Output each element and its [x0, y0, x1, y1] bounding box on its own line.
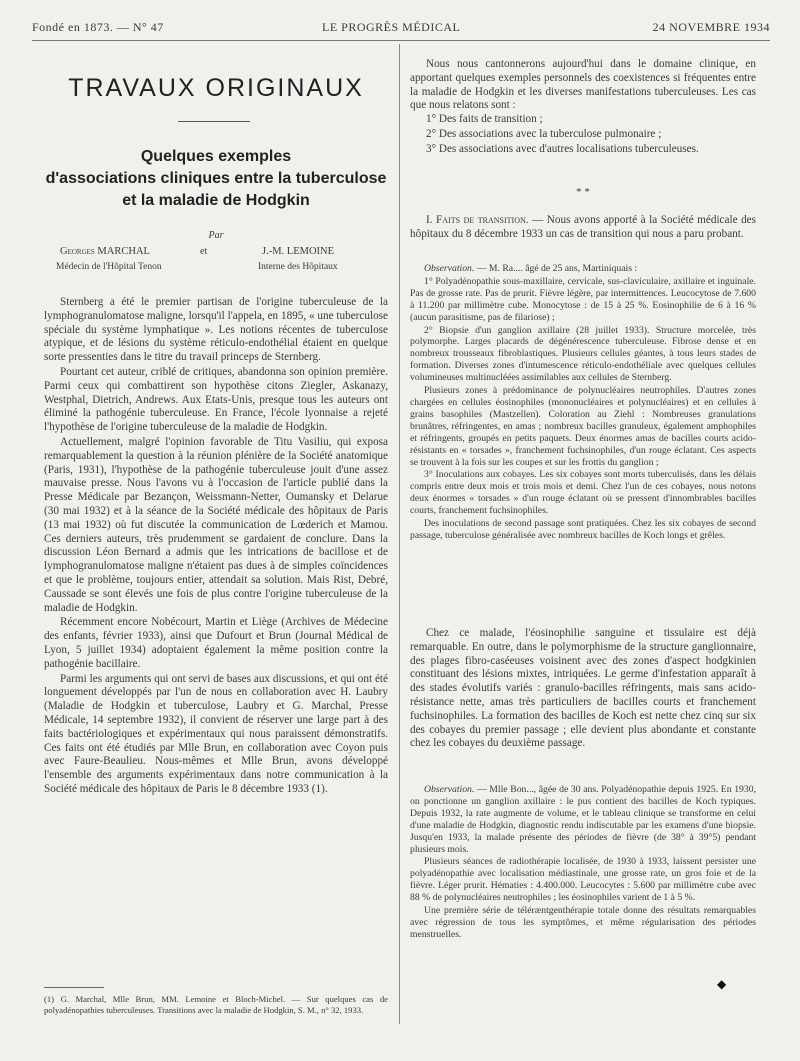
author-2-affiliation: Interne des Hôpitaux: [258, 262, 338, 272]
observation-paragraph: Des inoculations de second passage sont pratiquées. Chez les six cobayes de second passage, tuberculose généralisée avec nombreux bacilles de Koch longs et grêles.: [410, 518, 756, 541]
list-item: 1° Des faits de transition ;: [426, 113, 543, 126]
observation-2: [410, 784, 756, 941]
observation-paragraph: 2° Biopsie d'un ganglion axillaire (28 juillet 1933). Structure morcelée, très polymorphe. Larges placards de dégénérescence tuberculeuse. Fibrose dense et en nombreux trousseaux fibroblastiques. Plusieurs cellules géantes, à tous leurs stades de formation. Diverses zones d'intumescence réticulo-endothéliale avec quelques cellules volumineuses multinucléées assimilables aux cellules de Sternberg.: [410, 324, 756, 384]
byline-et: et: [200, 246, 208, 257]
end-mark-icon: ◆: [717, 977, 727, 991]
article-title-line1: Quelques exemples: [140, 148, 292, 165]
paragraph: Parmi les arguments qui ont servi de bases aux discussions, et qui ont été longuement développés par l'un de nous en collaboration avec H. Laubry (Maladie de Hodgkin et tuberculose, Laubry et G. Marchal, Presse Médicale, 14 septembre 1932), il convient de réserver une large part à des faits bactériologiques et expérimentaux qui nous paraissent démonstratifs. Ces faits ont été étudiés par Mlle Brun, en collaboration avec Coyon puis avec Faure-Beaulieu. Nous-mêmes et Mlle Brun, avons développé l'ensemble des arguments expérimentaux dans notre communication à la Société médicale des hôpitaux de Paris le 8 décembre 1933 (1).: [44, 672, 388, 795]
list-item: 2° Des associations avec la tuberculose pulmonaire ;: [426, 127, 662, 140]
header-date: 24 NOVEMBRE 1934: [652, 20, 770, 34]
section-1-heading: I. Faits de transition.: [426, 214, 529, 226]
header-rule: [32, 40, 770, 41]
list-item: 3° Des associations avec d'autres localisations tuberculeuses.: [426, 142, 699, 155]
running-header: [32, 20, 770, 38]
header-founded: Fondé en 1873. — N° 47: [32, 20, 164, 34]
observation-paragraph: Plusieurs zones à prédominance de polynucléaires neutrophiles. D'autres zones chargées en cellules éosinophiles (mononucléaires et polynucléaires) et en cellules à grains basophiles (Mastzellen). Coloration au Ziehl : Nombreuses granulations brunâtres, réfringentes, en amas ; nombreux bacilles granuleux, également amphophiles et réfringents, groupés en petits paquets. Deux énormes amas de bacilles courts acido-résistants en « torsades », franchement fuchsinophiles, d'un rouge éclatant. Ces aspects se trouvent à la fois sur les coupes et sur les frottis du ganglion ;: [410, 385, 756, 468]
observation-paragraph: 3° Inoculations aux cobayes. Les six cobayes sont morts tuberculisés, dans les délais compris entre deux mois et trois mois et demi. Chez l'un de ces cobayes, nous notons deux énormes « torsades » d'un rouge éclatant où se pressent d'innombrables bacilles courts, franchement fuchsinophiles.: [410, 469, 756, 517]
discussion: [410, 627, 756, 751]
intro-paragraph: Nous nous cantonnerons aujourd'hui dans le domaine clinique, en apportant quelques exemples personnels des coexistences si fréquentes entre la maladie de Hodgkin et les diverses manifestations tuberculeuses. Les cas que nous relatons sont :: [410, 58, 756, 112]
section-1-text: — Nous avons apporté à la Société médicale des hôpitaux du 8 décembre 1933 un cas de transition qui nous a paru probant.: [410, 214, 756, 240]
author-1-affiliation: Médecin de l'Hôpital Tenon: [56, 262, 162, 272]
right-column-intro: [410, 58, 756, 157]
byline-par: Par: [208, 230, 224, 241]
article-title-line2: d'associations cliniques entre la tuberculose: [45, 170, 387, 187]
title-divider: [178, 121, 250, 122]
article-title: [44, 146, 388, 212]
author-2: J.-M. LEMOINE: [262, 246, 335, 257]
observation-paragraph: 1° Polyadénopathie sous-maxillaire, cervicale, sus-claviculaire, axillaire et inguinale. Pas de grosse rate. Pas de prurit. Fièvre légère, par intermittences. Leucocytose de 7.600 à 11.200 par millimètre cube. Monocytose : de 15 à 25 %. Eosinophilie de 6 à 16 % (aucun parasitisme, pas de filariose) ;: [410, 275, 756, 323]
article-title-line3: et la maladie de Hodgkin: [122, 192, 310, 209]
paragraph: Pourtant cet auteur, criblé de critiques, abandonna son opinion première. Parmi ceux qui combattirent son hypothèse citons Ziegler, Askanazy, Westphal, Dietrich, Andrews. Aux Etats-Unis, presque tous les auteurs ont éliminé la pathogénie tuberculeuse. En France, l'école lyonnaise a rejeté l'hypothèse de l'origine tuberculeuse de la maladie de Hodgkin.: [44, 365, 388, 434]
left-column-body: [44, 296, 388, 797]
discussion-paragraph: Chez ce malade, l'éosinophilie sanguine et tissulaire est déjà remarquable. En outre, dans le polymorphisme de la structure ganglionnaire, des plages fibro-caséeuses voisinent avec des zones d'aspect hodgkinien constituant des lésions mixtes, intriquées. Le germe d'infestation apparaît à des stades évolutifs variés : granulo-bacilles réfringents, mais sans acido-résistance nette, amas très particuliers de bacilles courts et franchement fuchsinophiles. La formation des bacilles de Koch est nette chez cinq sur six des cobayes du premier passage ; elle devient plus abondante et constante chez les cobayes du deuxième passage.: [410, 627, 756, 750]
observation-paragraph: Plusieurs séances de radiothérapie localisée, de 1930 à 1933, laissent persister une polyadénopathie avec localisation médiastinale, une grosse rate, un gros foie et de la fièvre. Léger prurit. Hématies : 4.400.000. Leucocytes : 5.600 par millimètre cube avec 88 % de polynucléaires neutrophiles ; les éosinophiles varient de 1 à 5 %.: [410, 856, 756, 904]
footnote-rule: [44, 987, 104, 988]
observation-paragraph: Une première série de téléræntgenthérapie totale donne des résultats remarquables avec régression de tous les symptômes, et même régularisation des périodes menstruelles.: [410, 905, 756, 940]
observation-intro: — Mlle Bon..., âgée de 30 ans. Polyadénopathie depuis 1925. En 1930, on ponctionne un ganglion axillaire : le pus contient des bacilles de Koch typiques. Depuis 1932, la rate augmente de volume, et le tableau clinique se transforme en celui d'une maladie de Hodgkin, diagnostic rendu indiscutable par les examens d'une biopsie. Jusqu'en 1933, la malade présente des périodes de fièvre (de 38° à 39°5) pendant plusieurs mois.: [410, 784, 756, 855]
section-1: [410, 214, 756, 242]
paragraph: Actuellement, malgré l'opinion favorable de Titu Vasiliu, qui exposa remarquablement la question à la réunion plénière de la Société anatomique (Paris, 1931), l'hypothèse de la pathogénie tuberculeuse jouit d'une assez mauvaise presse. Nous l'avons vu à l'occasion de l'article publié dans la Presse Médicale par Bezançon, Weissmann-Netter, Oumansky et Delarue (30 mai 1932) et à la séance de la Société médicale des hôpitaux de Paris (13 mai 1932) où fut discutée la communication de Lœderich et Mamou. Ces derniers auteurs, très prudemment se gardaient de conclure. Dans la discussion Léon Bernard a admis que les intrications de bacillose et de lymphogranulomatose maligne n'étaient pas dues à de simples coïncidences et que le problème, toujours entier, attendait sa solution. Mais Rist, Debré, Caussade se sont élevés une fois de plus contre l'origine tuberculeuse de la maladie de Hodgkin.: [44, 435, 388, 614]
observation-label: Observation.: [424, 263, 475, 274]
paragraph: Récemment encore Nobécourt, Martin et Liège (Archives de Médecine des enfants, février 1933), ainsi que Dufourt et Brun (Journal Médical de Lyon, 5 juillet 1934) adoptaient également la même position contre la pathogénie bacillaire.: [44, 616, 388, 670]
author-1: Georges MARCHAL: [60, 246, 150, 257]
paragraph: Sternberg a été le premier partisan de l'origine tuberculeuse de la lymphogranulomatose maligne, lorsqu'il l'appela, en 1895, « une tuberculose spéciale du système lymphatique ». Les notions récentes de tuberculose atypique, et de lésions du système réticulo-endothélial étaient en quelque sorte pressenties dans le titre du travail princeps de Sternberg.: [44, 296, 388, 364]
observation-intro: — M. Ra.... âgé de 25 ans, Martiniquais :: [474, 263, 638, 274]
case-list: [410, 113, 756, 156]
observation-label: Observation.: [424, 784, 475, 795]
footnote: (1) G. Marchal, Mlle Brun, MM. Lemoine et Bloch-Michel. — Sur quelques cas de polyadénopathies tuberculeuses. Transitions avec la maladie de Hodgkin, S. M., n° 32, 1933.: [44, 994, 388, 1015]
header-journal-title: LE PROGRÈS MÉDICAL: [322, 20, 461, 34]
column-separator: [399, 44, 400, 1024]
observation-1: [410, 263, 756, 542]
section-title: TRAVAUX ORIGINAUX: [68, 74, 364, 102]
section-stars: * *: [576, 186, 590, 198]
